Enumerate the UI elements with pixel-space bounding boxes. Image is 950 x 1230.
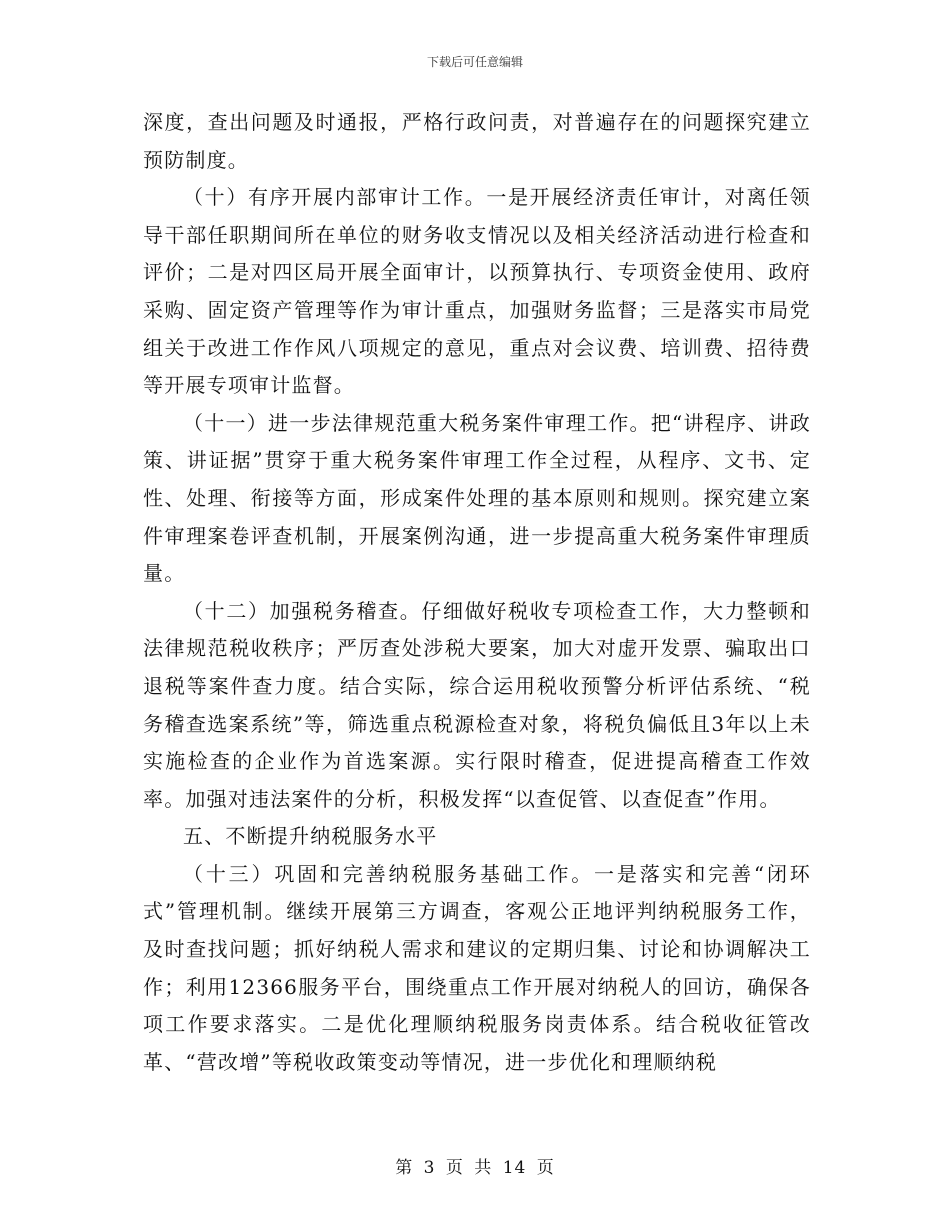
paragraph-internal-audit: （十）有序开展内部审计工作。一是开展经济责任审计，对离任领导干部任职期间所在单位的财务收支情况以及相关经济活动进行检查和评价；二是对四区局开展全面审计，以预算执行、专项资金使用、政府采购、固定资产管理等作为审计重点，加强财务监督；三是落实市局党组关于改进工作作风八项规定的意见，重点对会议费、培训费、招待费等开展专项审计监督。 <box>143 185 811 398</box>
paragraph-continuation: 深度，查出问题及时通报，严格行政问责，对普遍存在的问题探究建立预防制度。 <box>143 110 811 172</box>
paragraph-taxpayer-service: （十三）巩固和完善纳税服务基础工作。一是落实和完善“闭环式”管理机制。继续开展第三方调查，客观公正地评判纳税服务工作，及时查找问题；抓好纳税人需求和建议的定期归集、讨论和协调解决工作；利用12366服务平台，围绕重点工作开展对纳税人的回访，确保各项工作要求落实。二是优化理顺纳税服务岗责体系。结合税收征管改革、“营改增”等税收政策变动等情况，进一步优化和理顺纳税 <box>143 861 811 1074</box>
page-number: 第 3 页 共 14 页 <box>395 1158 555 1178</box>
section-heading: 五、不断提升纳税服务水平 <box>183 824 438 849</box>
paragraph-tax-inspection: （十二）加强税务稽查。仔细做好税收专项检查工作，大力整顿和法律规范税收秩序；严厉查处涉税大要案，加大对虚开发票、骗取出口退税等案件查力度。结合实际，综合运用税收预警分析评估系统、“税务稽查选案系统”等，筛选重点税源检查对象，将税负偏低且3年以上未实施检查的企业作为首选案源。实行限时稽查，促进提高稽查工作效率。加强对违法案件的分析，积极发挥“以查促管、以查促查”作用。 <box>143 598 811 811</box>
page-header: 下载后可任意编辑 <box>426 55 523 69</box>
paragraph-case-review: （十一）进一步法律规范重大税务案件审理工作。把“讲程序、讲政策、讲证据”贯穿于重大税务案件审理工作全过程，从程序、文书、定性、处理、衔接等方面，形成案件处理的基本原则和规则。探究建立案件审理案卷评查机制，开展案例沟通，进一步提高重大税务案件审理质量。 <box>143 410 811 586</box>
document-body <box>143 104 811 1081</box>
